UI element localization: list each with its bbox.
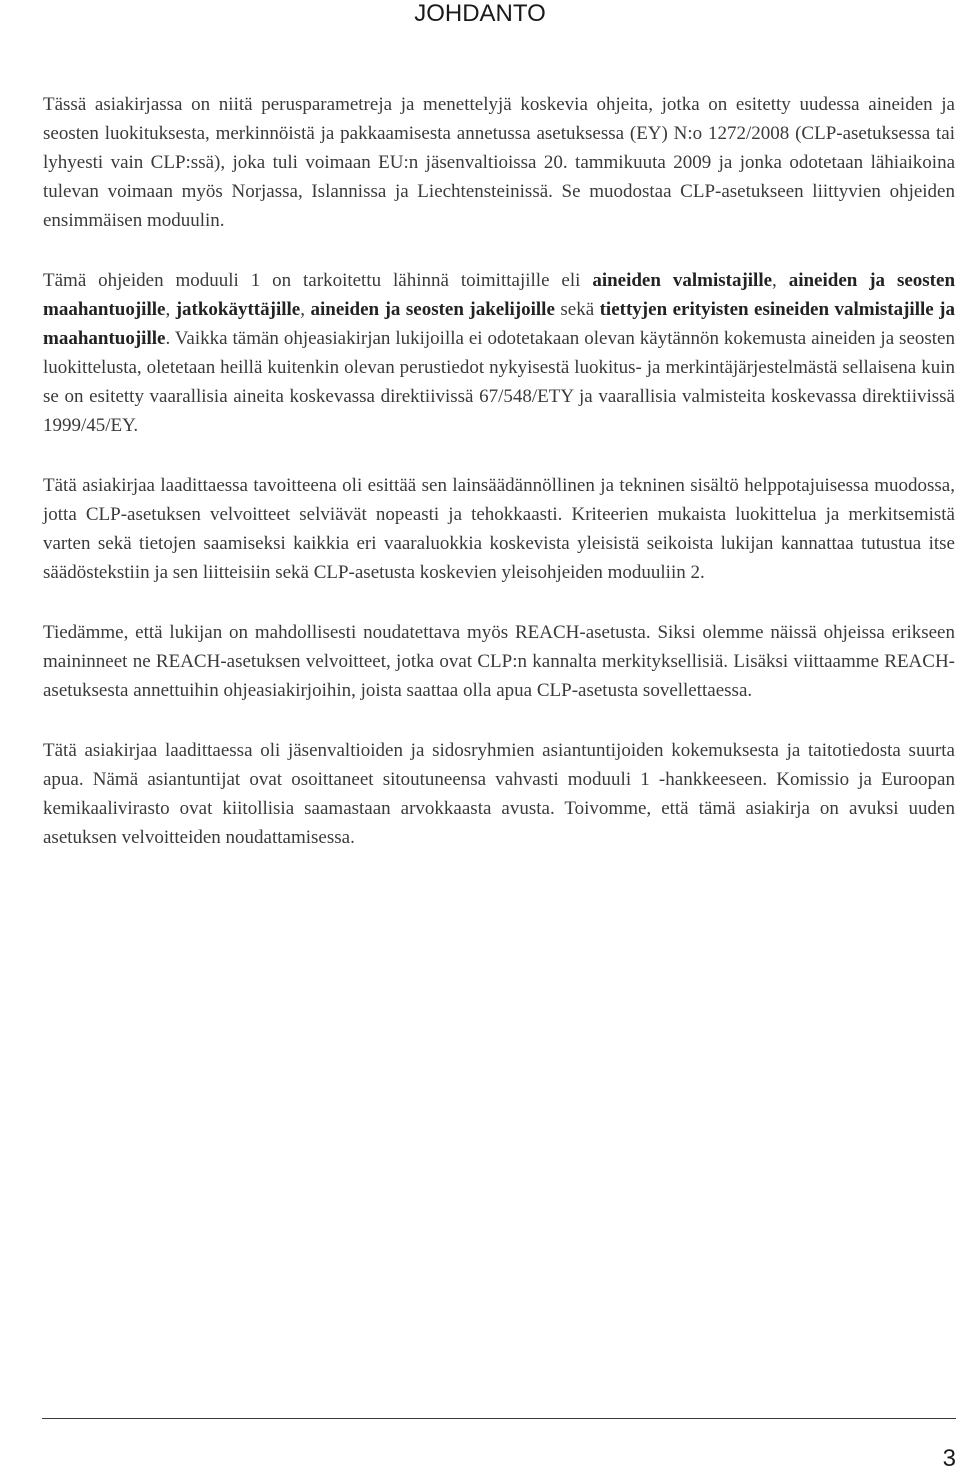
paragraph-text: Tämä ohjeiden moduuli 1 on tarkoitettu lähinnä toimittajille eli bbox=[43, 270, 593, 291]
bold-term: jatkokäyttäjille bbox=[175, 299, 301, 320]
bold-term: aineiden ja seosten maahantuojille bbox=[43, 270, 956, 320]
bold-term: aineiden valmistajille bbox=[592, 270, 773, 291]
paragraph-text: Tiedämme, että lukijan on mahdollisesti noudatettava myös REACH-asetusta. Siksi olemme näissä ohjeissa erikseen maininneet ne REACH-asetuksen velvoitteet, jotka ovat CLP:n kannalta merkityksellisiä. Lisäksi viittaamme REACH-asetuksesta annettuihin ohjeasiakirjoihin, joista saattaa olla apua CLP-asetusta sovellettaessa. bbox=[43, 622, 955, 701]
footer-divider bbox=[42, 1418, 956, 1419]
page-title: JOHDANTO bbox=[414, 0, 546, 27]
paragraph-reach bbox=[43, 618, 955, 705]
paragraph-scope bbox=[43, 90, 955, 235]
paragraph-text: , bbox=[772, 270, 789, 291]
bold-term: tiettyjen erityisten esineiden valmistajille ja maahantuojille bbox=[43, 299, 955, 349]
paragraph-objective bbox=[43, 471, 955, 587]
paragraph-text: Tätä asiakirjaa laadittaessa tavoitteena oli esittää sen lainsäädännöllinen ja tekninen sisältö helppotajuisessa muodossa, jotta CLP-asetuksen velvoitteet selviävät nopeasti ja tehokkaasti. Kriteerien mukaista luokittelua ja merkitsemistä varten sekä tietojen saamiseksi kaikkia eri vaaraluokkia koskevista yleisistä seikoista lukijan kannattaa tutustua itse säädöstekstiin ja sen liitteisiin sekä CLP-asetusta koskevien yleisohjeiden moduuliin 2. bbox=[43, 475, 955, 583]
paragraph-acknowledgements bbox=[43, 736, 955, 852]
paragraph-audience bbox=[43, 266, 955, 440]
paragraph-text: Tässä asiakirjassa on niitä perusparametreja ja menettelyjä koskevia ohjeita, jotka on esitetty uudessa aineiden ja seosten luokituksesta, merkinnöistä ja pakkaamisesta annetussa asetuksessa (EY) N:o 1272/2008 (CLP-asetuksessa tai lyhyesti vain CLP:ssä), joka tuli voimaan EU:n jäsenvaltioissa 20. tammikuuta 2009 ja jonka odotetaan lähiaikoina tulevan voimaan myös Norjassa, Islannissa ja Liechtensteinissä. Se muodostaa CLP-asetukseen liittyvien ohjeiden ensimmäisen moduulin. bbox=[43, 94, 955, 231]
page-number: 3 bbox=[942, 1445, 956, 1472]
document-body bbox=[43, 90, 955, 883]
bold-term: aineiden ja seosten jakelijoille bbox=[310, 299, 555, 320]
paragraph-text: Tätä asiakirjaa laadittaessa oli jäsenvaltioiden ja sidosryhmien asiantuntijoiden kokemuksesta ja taitotiedosta suurta apua. Nämä asiantuntijat ovat osoittaneet sitoutuneensa vahvasti moduuli 1 -hankkeeseen. Komissio ja Euroopan kemikaalivirasto ovat kiitollisia saamastaan arvokkaasta avusta. Toivomme, että tämä asiakirja on avuksi uuden asetuksen velvoitteiden noudattamisessa. bbox=[43, 740, 955, 848]
paragraph-text: sekä bbox=[554, 299, 600, 320]
paragraph-text: , bbox=[165, 299, 176, 320]
paragraph-text: . Vaikka tämän ohjeasiakirjan lukijoilla ei odotetakaan olevan käytännön kokemusta aineiden ja seosten luokittelusta, oletetaan heillä kuitenkin olevan perustiedot nykyisestä luokitus- ja merkintäjärjestelmästä sellaisena kuin se on esitetty vaarallisia aineita koskevassa direktiivissä 67/548/ETY ja vaarallisia valmisteita koskevassa direktiivissä 1999/45/EY. bbox=[43, 328, 955, 436]
paragraph-text: , bbox=[300, 299, 311, 320]
